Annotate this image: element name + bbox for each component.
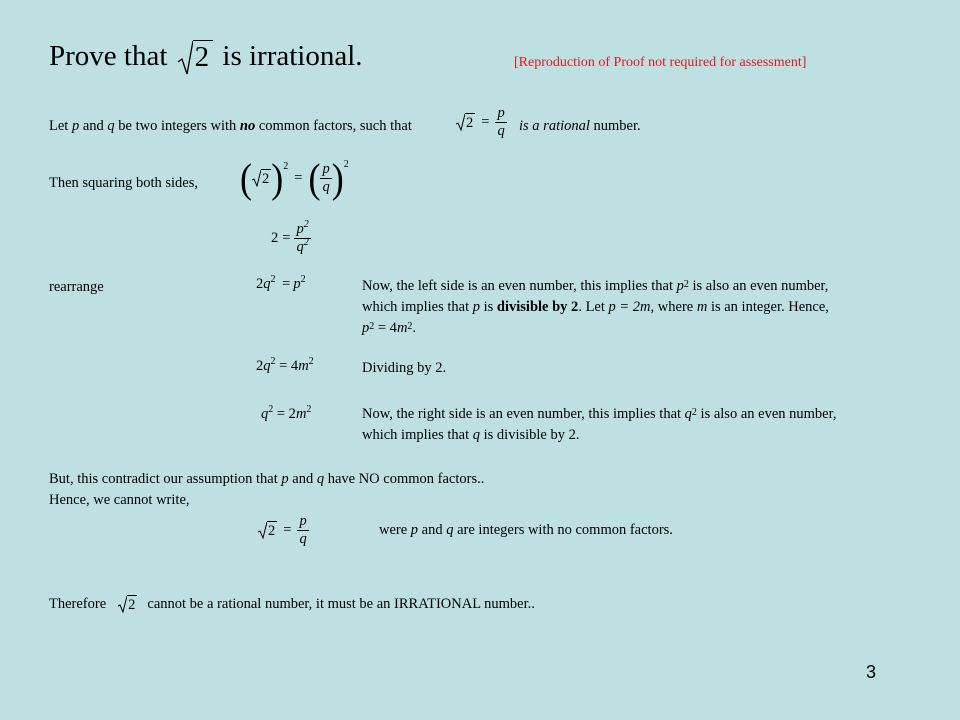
var-m: m (298, 358, 309, 374)
exponent: 2 (270, 274, 276, 285)
exponent: 2 (303, 236, 309, 248)
text: is an integer. Hence, (707, 299, 829, 315)
equals-sign: = 4 (275, 358, 299, 374)
equation-squared (240, 155, 349, 201)
sqrt-two (456, 113, 475, 131)
var-m: m (696, 299, 708, 315)
text: cannot be a rational number, it must be an IRRATIONAL number.. (147, 595, 535, 612)
radical-sign-icon (456, 113, 465, 131)
text: is a rational (519, 118, 590, 134)
exponent: 2 (407, 321, 413, 332)
radicand: 2 (128, 597, 136, 613)
fraction-p2-over-q2 (294, 219, 310, 255)
exponent: 2 (270, 356, 276, 367)
var-q: q (263, 276, 271, 292)
cannot-write-line: Hence, we cannot write, (49, 492, 190, 508)
left-side-even-paragraph (362, 276, 832, 339)
text: were (379, 522, 411, 538)
title-suffix: is irrational. (222, 40, 363, 72)
text: Now, the left side is an even number, this implies that (362, 278, 677, 294)
radicand: 2 (268, 523, 276, 539)
var-q: q (684, 406, 692, 422)
text: common factors, such that (255, 118, 412, 134)
var-p: p (676, 278, 684, 294)
var-m: m (295, 406, 307, 422)
radical-sign-icon (258, 521, 267, 539)
open-paren: ( (308, 155, 321, 201)
denominator: q (296, 238, 304, 255)
fraction-p-over-q (495, 106, 506, 138)
final-condition (379, 522, 673, 539)
equation-final (258, 514, 309, 546)
equation-2q2-equals-4m2 (256, 358, 314, 375)
fraction-p-over-q (320, 162, 331, 194)
right-side-even-paragraph (362, 404, 842, 446)
definition-line (49, 118, 412, 135)
emphasis-no: no (239, 118, 256, 134)
text: and (418, 522, 447, 538)
text: is divisible by 2. (480, 427, 580, 443)
emphasis: divisible by 2 (496, 299, 579, 315)
numerator: p (299, 513, 307, 529)
numerator: p (497, 105, 505, 121)
assessment-note: [Reproduction of Proof not required for assessment] (514, 55, 807, 70)
exponent: 2 (308, 356, 314, 367)
var-p: p (472, 299, 480, 315)
text: and (288, 471, 317, 487)
text: . Let (578, 299, 609, 315)
text: Therefore (49, 595, 107, 612)
text: and (79, 118, 108, 134)
numerator: p (322, 161, 330, 177)
equation-2q2-equals-p2 (256, 276, 306, 293)
equals-sign: = (282, 276, 291, 292)
sqrt-two (258, 521, 277, 539)
radical-sign-icon (118, 595, 127, 613)
dividing-note: Dividing by 2. (362, 360, 447, 376)
var-p: p (293, 276, 301, 292)
var-q: q (446, 522, 454, 538)
title-prefix: Prove that (49, 40, 168, 72)
text: = 4 (374, 320, 397, 336)
radical-sign-icon (177, 40, 193, 76)
exponent: 2 (369, 321, 375, 332)
equals-sign: = (282, 229, 291, 246)
equals-sign: = (294, 169, 303, 186)
exponent: 2 (300, 274, 306, 285)
exponent: 2 (691, 407, 697, 418)
var-q: q (107, 118, 115, 134)
text: be two integers with (114, 118, 240, 134)
exponent: 2 (303, 219, 309, 230)
numerator: p (296, 221, 304, 237)
squaring-line: Then squaring both sides, (49, 175, 199, 191)
var-m: m (396, 320, 408, 336)
text: Now, the right side is an even number, this implies that (362, 406, 685, 422)
fraction-p-over-q (297, 514, 308, 546)
text: is (480, 299, 497, 315)
exponent: 2 (283, 160, 289, 172)
open-paren: ( (240, 155, 252, 201)
text: are integers with no common factors. (453, 522, 673, 538)
contradiction-line (49, 471, 484, 488)
coefficient: 2 (256, 358, 264, 374)
denominator: q (497, 122, 505, 139)
equals-sign: = 2 (273, 406, 296, 422)
rearrange-label: rearrange (49, 279, 104, 295)
equation-sqrt2-equals-p-over-q (456, 106, 507, 138)
rational-phrase (519, 118, 641, 135)
sqrt-two-title: 2 (177, 40, 214, 76)
sqrt-two (252, 169, 271, 187)
text: have NO common factors.. (324, 471, 485, 487)
conclusion-line (49, 595, 535, 613)
var-p: p (71, 118, 80, 134)
var-p: p (362, 320, 370, 336)
text: is also an even number, which implies that (362, 278, 829, 315)
text: is also an even number, which implies that (362, 406, 837, 443)
exponent: 2 (268, 404, 274, 415)
var-q: q (472, 427, 480, 443)
page-number: 3 (866, 662, 877, 682)
equals-sign: = (283, 521, 292, 538)
equation-q2-equals-2m2 (261, 406, 311, 423)
text: p = 2m (608, 299, 651, 315)
lhs: 2 (271, 229, 279, 246)
text: But, this contradict our assumption that (49, 471, 282, 487)
close-paren: ) (271, 155, 284, 201)
exponent: 2 (343, 158, 349, 170)
close-paren: ) (331, 155, 344, 201)
radicand: 2 (466, 115, 474, 131)
denominator: q (299, 530, 307, 547)
text: . (412, 320, 417, 336)
text: Let (49, 118, 72, 134)
page-title (49, 40, 363, 76)
var-q: q (263, 358, 271, 374)
sqrt-two (118, 595, 137, 613)
coefficient: 2 (256, 276, 264, 292)
equation-two-equals (271, 219, 311, 255)
var-p: p (281, 471, 289, 487)
var-p: p (410, 522, 419, 538)
exponent: 2 (683, 279, 689, 290)
text: number. (589, 118, 641, 134)
radicand: 2 (262, 171, 270, 187)
var-q: q (316, 471, 325, 487)
denominator: q (322, 178, 330, 195)
radical-sign-icon (252, 169, 261, 187)
var-q: q (261, 406, 269, 422)
text: , where (650, 299, 697, 315)
equals-sign: = (481, 113, 490, 130)
exponent: 2 (306, 404, 312, 415)
